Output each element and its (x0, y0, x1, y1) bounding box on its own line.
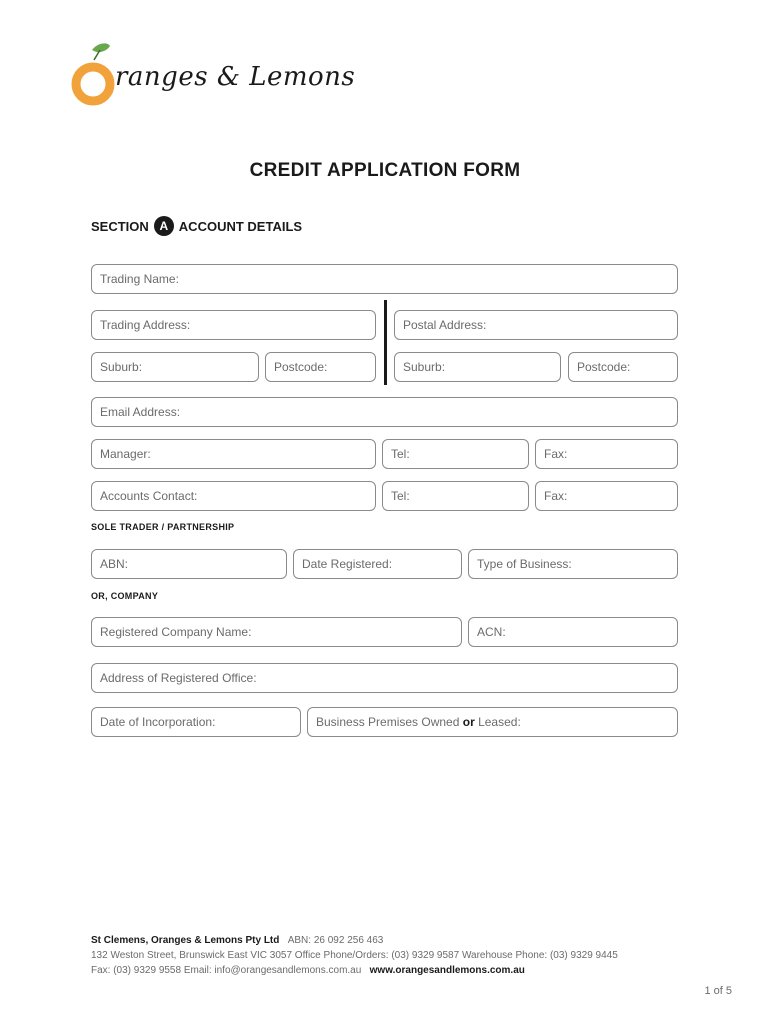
page-indicator: 1 of 5 (704, 985, 732, 997)
date-registered-field[interactable]: Date Registered: (293, 549, 462, 579)
section-letter-badge: A (154, 216, 174, 236)
trading-address-field[interactable]: Trading Address: (91, 310, 376, 340)
section-prefix: SECTION (91, 218, 149, 234)
section-heading (91, 216, 302, 236)
registered-company-name-field[interactable]: Registered Company Name: (91, 617, 462, 647)
footer-company-line (91, 933, 618, 948)
type-of-business-field[interactable]: Type of Business: (468, 549, 678, 579)
trading-suburb-field[interactable]: Suburb: (91, 352, 259, 382)
email-address-field[interactable]: Email Address: (91, 397, 678, 427)
manager-tel-field[interactable]: Tel: (382, 439, 529, 469)
logo-wordmark: ranges & Lemons (115, 62, 356, 92)
footer-address-line: 132 Weston Street, Brunswick East VIC 3057 Office Phone/Orders: (03) 9329 9587 Warehouse Phone: (03) 9329 9445 (91, 950, 618, 961)
accounts-fax-field[interactable]: Fax: (535, 481, 678, 511)
trading-name-field[interactable]: Trading Name: (91, 264, 678, 294)
footer-contact: Fax: (03) 9329 9558 Email: info@orangesandlemons.com.au (91, 965, 362, 976)
footer-contact-line (91, 963, 618, 978)
postal-postcode-field[interactable]: Postcode: (568, 352, 678, 382)
business-premises-field[interactable] (307, 707, 678, 737)
address-divider (384, 300, 387, 385)
footer (91, 933, 618, 978)
sole-trader-label: SOLE TRADER / PARTNERSHIP (91, 522, 235, 532)
premises-suffix: Leased: (474, 715, 521, 729)
accounts-tel-field[interactable]: Tel: (382, 481, 529, 511)
manager-fax-field[interactable]: Fax: (535, 439, 678, 469)
date-of-incorporation-field[interactable]: Date of Incorporation: (91, 707, 301, 737)
footer-company-name: St Clemens, Oranges & Lemons Pty Ltd (91, 935, 280, 946)
registered-office-address-field[interactable]: Address of Registered Office: (91, 663, 678, 693)
acn-field[interactable]: ACN: (468, 617, 678, 647)
footer-website-link[interactable]: www.orangesandlemons.com.au (369, 965, 525, 976)
trading-postcode-field[interactable]: Postcode: (265, 352, 376, 382)
form-title: CREDIT APPLICATION FORM (249, 160, 521, 181)
company-label: OR, COMPANY (91, 591, 159, 601)
footer-abn: ABN: 26 092 256 463 (287, 935, 384, 946)
premises-prefix: Business Premises Owned (316, 715, 463, 729)
premises-or: or (462, 715, 475, 729)
manager-field[interactable]: Manager: (91, 439, 376, 469)
accounts-contact-field[interactable]: Accounts Contact: (91, 481, 376, 511)
postal-address-field[interactable]: Postal Address: (394, 310, 678, 340)
section-title: ACCOUNT DETAILS (178, 218, 303, 234)
abn-field[interactable]: ABN: (91, 549, 287, 579)
postal-suburb-field[interactable]: Suburb: (394, 352, 561, 382)
